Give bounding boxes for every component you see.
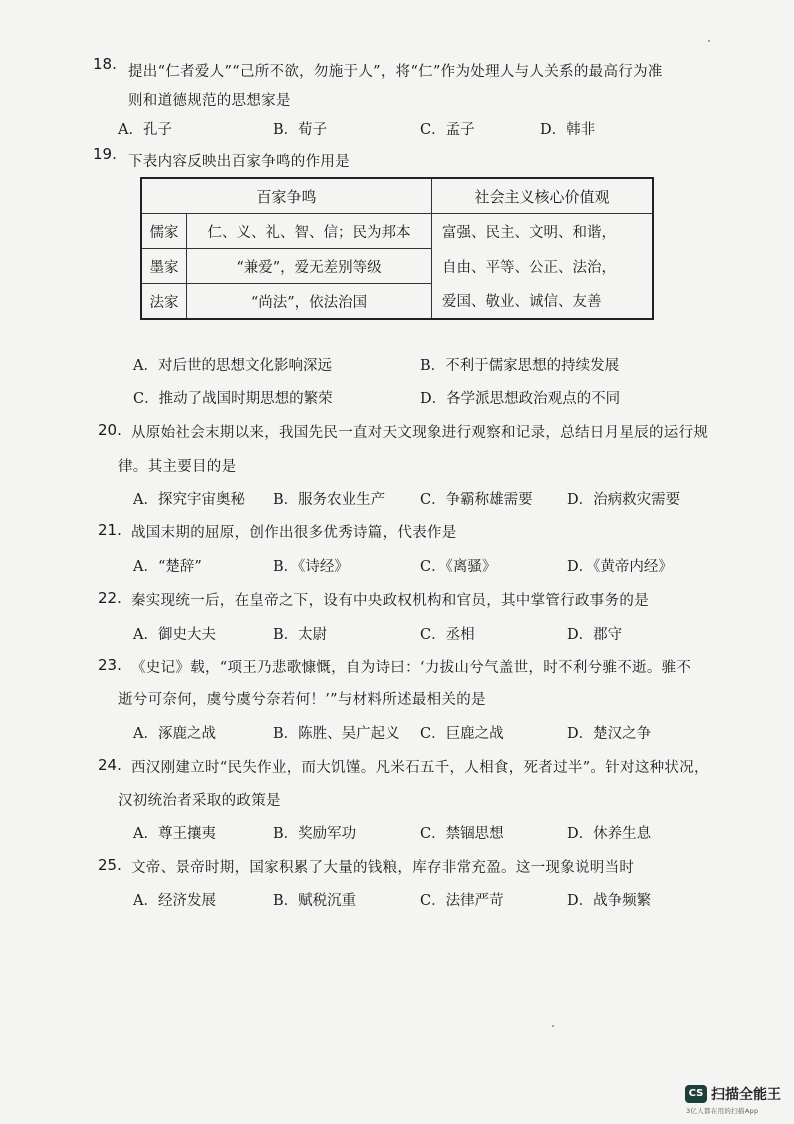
table-header-row [141, 178, 653, 214]
question-19-option-a: A．对后世的思想文化影响深远 [133, 358, 332, 374]
question-23-option-d: D．楚汉之争 [567, 726, 652, 742]
question-23-option-a: A．涿鹿之战 [133, 726, 216, 742]
question-19-option-d: D．各学派思想政治观点的不同 [420, 391, 621, 407]
question-21-option-c: C．《离骚》 [420, 559, 497, 575]
question-25-option-d: D．战争频繁 [567, 893, 652, 909]
question-24-number: 24. [98, 756, 122, 774]
question-21-option-a: A．“楚辞” [133, 559, 202, 575]
question-18-option-d: D．韩非 [540, 122, 596, 138]
table-row [141, 214, 653, 249]
question-21-option-b: B．《诗经》 [273, 559, 349, 575]
question-23-stem-line-2: 逝兮可奈何，虞兮虞兮奈若何！’”与材料所述最相关的是 [118, 692, 486, 708]
question-20-option-c: C．争霸称雄需要 [420, 492, 533, 508]
question-24-option-d: D．休养生息 [567, 826, 652, 842]
table-header-hundred-schools: 百家争鸣 [141, 178, 432, 214]
question-24-option-a: A．尊王攘夷 [133, 826, 216, 842]
question-22-stem-line-1: 秦实现统一后，在皇帝之下，设有中央政权机构和官员，其中掌管行政事务的是 [131, 593, 649, 609]
table-header-core-values: 社会主义核心价值观 [432, 178, 654, 214]
camscanner-tagline: 3亿人都在用的扫描App [686, 1107, 759, 1115]
question-19-stem-line-1: 下表内容反映出百家争鸣的作用是 [128, 154, 350, 170]
question-25-number: 25. [98, 856, 122, 874]
question-25-option-c: C．法律严苛 [420, 893, 504, 909]
question-20-option-b: B．服务农业生产 [273, 492, 386, 508]
question-25-option-b: B．赋税沉重 [273, 893, 357, 909]
question-24-option-c: C．禁锢思想 [420, 826, 504, 842]
question-23-option-c: C．巨鹿之战 [420, 726, 504, 742]
question-18-option-c: C．孟子 [420, 122, 475, 138]
question-23-option-b: B．陈胜、吴广起义 [273, 726, 400, 742]
question-21-number: 21. [98, 521, 122, 539]
question-24-stem-line-2: 汉初统治者采取的政策是 [118, 793, 281, 809]
table-cell-school: 法家 [141, 284, 187, 320]
question-22-option-d: D．郡守 [567, 627, 623, 643]
question-21-option-d: D．《黄帝内经》 [567, 559, 673, 575]
question-25-option-a: A．经济发展 [133, 893, 216, 909]
table-cell-idea: “尚法”，依法治国 [187, 284, 432, 320]
question-20-option-d: D．治病救灾需要 [567, 492, 681, 508]
table-row [141, 249, 653, 284]
question-24-stem-line-1: 西汉刚建立时“民失作业，而大饥馑。凡米石五千，人相食，死者过半”。针对这种状况， [131, 760, 709, 776]
question-21-stem-line-1: 战国末期的屈原，创作出很多优秀诗篇，代表作是 [131, 525, 457, 541]
camscanner-logo-icon: CS [685, 1085, 707, 1103]
table-row [141, 284, 653, 320]
question-18-number: 18. [93, 55, 117, 73]
table-cell-school: 儒家 [141, 214, 187, 249]
question-22-option-b: B．太尉 [273, 627, 328, 643]
question-18-stem-line-1: 提出“仁者爱人”“己所不欲，勿施于人”，将“仁”作为处理人与人关系的最高行为准 [128, 64, 663, 80]
table-cell-idea: 仁、义、礼、智、信；民为邦本 [187, 214, 432, 249]
question-22-number: 22. [98, 589, 122, 607]
question-23-number: 23. [98, 656, 122, 674]
table-cell-values: 爱国、敬业、诚信、友善 [432, 284, 654, 320]
table-cell-school: 墨家 [141, 249, 187, 284]
question-22-option-a: A．御史大夫 [133, 627, 216, 643]
camscanner-brand: 扫描全能王 [711, 1087, 781, 1103]
question-22-option-c: C．丞相 [420, 627, 475, 643]
question-23-stem-line-1: 《史记》载，“项王乃悲歌慷慨，自为诗曰：‘力拔山兮气盖世，时不利兮骓不逝。骓不 [131, 660, 692, 676]
question-24-option-b: B．奖励军功 [273, 826, 357, 842]
table-cell-values: 自由、平等、公正、法治， [432, 249, 654, 284]
table-cell-idea: “兼爱”，爱无差别等级 [187, 249, 432, 284]
question-19-option-c: C．推动了战国时期思想的繁荣 [133, 391, 333, 407]
scan-speck [552, 1025, 554, 1027]
question-20-stem-line-2: 律。其主要目的是 [118, 459, 237, 475]
scan-speck [708, 40, 710, 42]
question-20-number: 20. [98, 421, 122, 439]
table-cell-values: 富强、民主、文明、和谐， [432, 214, 654, 249]
hundred-schools-table [140, 177, 654, 320]
question-18-option-b: B．荀子 [273, 122, 328, 138]
question-19-option-b: B．不利于儒家思想的持续发展 [420, 358, 620, 374]
question-25-stem-line-1: 文帝、景帝时期，国家积累了大量的钱粮，库存非常充盈。这一现象说明当时 [131, 860, 635, 876]
question-20-option-a: A．探究宇宙奥秘 [133, 492, 245, 508]
question-18-stem-line-2: 则和道德规范的思想家是 [128, 93, 291, 109]
question-20-stem-line-1: 从原始社会末期以来，我国先民一直对天文现象进行观察和记录，总结日月星辰的运行规 [131, 425, 709, 441]
question-18-option-a: A．孔子 [118, 122, 172, 138]
question-19-number: 19. [93, 145, 117, 163]
